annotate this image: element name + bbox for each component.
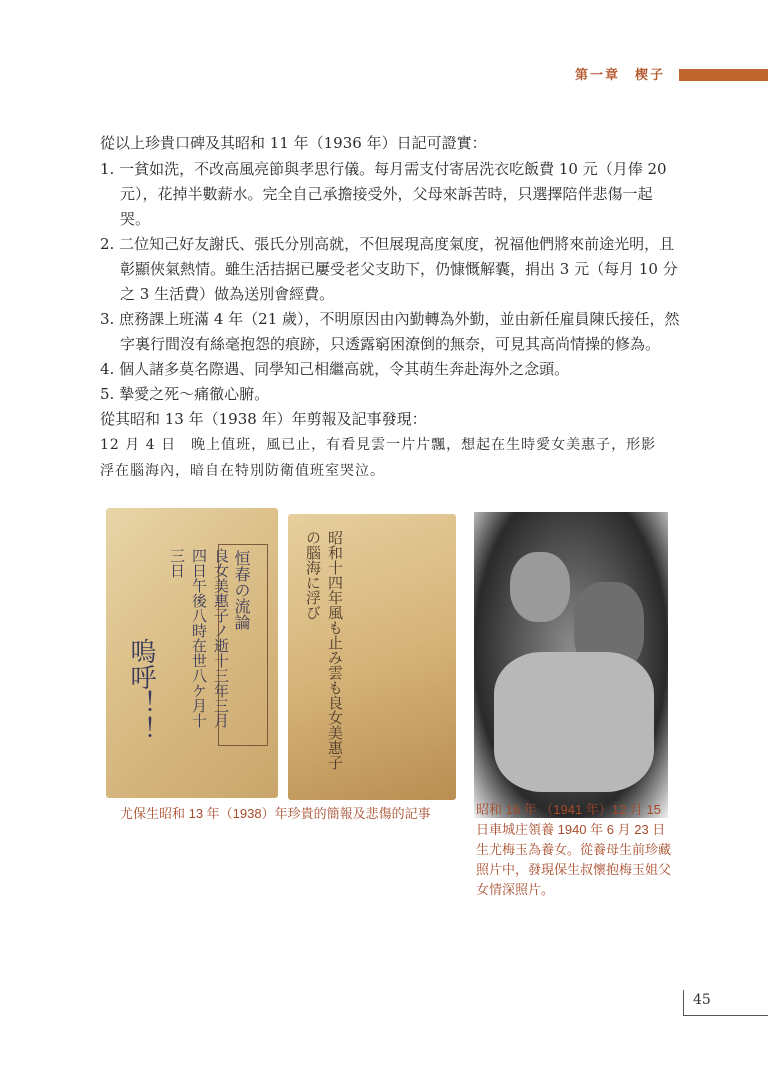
list-item: 1. 一貧如洗，不改高風亮節與孝思行儀。每月需支付寄居洗衣吃飯費 10 元（月俸 20 元），花掉半數薪水。完全自己承擔接受外，父母來訴苦時，只選擇陪伴悲傷一起哭。 xyxy=(100,160,667,228)
chapter-header: 第一章 楔子 xyxy=(575,68,666,83)
handwriting-col: 昭和十四年 xyxy=(326,530,344,605)
evidence-list xyxy=(100,157,680,407)
list-item: 2. 二位知己好友謝氏、張氏分別高就，不但展現高度氣度，祝福他們將來前途光明，且彰顯俠氣熱情。雖生活拮据已屢受老父支助下，仍慷慨解囊，捐出 3 元（每月 10 分之 3 生活費）做為送別會經費。 xyxy=(100,235,678,303)
handwriting-col: 在世八ケ月十三日 xyxy=(168,548,208,728)
handwriting-col: 腦海に浮び xyxy=(304,545,322,620)
caption-right: 昭和 16 年 （1941 年）12 月 15 日車城庄領養 1940 年 6 月 23 日生尤梅玉為養女。從養母生前珍藏照片中，發現保生叔懷抱梅玉姐父女情深照片。 xyxy=(476,802,672,897)
page-number: 45 xyxy=(693,992,711,1008)
newspaper-clipping-image xyxy=(106,508,278,798)
intro-paragraph-1: 從以上珍貴口碑及其昭和 11 年（1936 年）日記可證實： xyxy=(100,134,487,152)
handwriting-char: ！！ xyxy=(126,690,156,742)
handwriting-char: 呼 xyxy=(126,664,156,690)
clipping-title: 恒春の流論 xyxy=(232,550,251,630)
list-item: 5. 摯愛之死～痛徹心腑。 xyxy=(100,385,270,403)
father-daughter-photo xyxy=(474,512,668,818)
chapter-accent-bar xyxy=(679,69,768,81)
handwriting-col: 十三年三月四日午後八時 xyxy=(190,548,230,728)
diary-page-image xyxy=(288,514,456,800)
intro-paragraph-2: 從其昭和 13 年（1938 年）年剪報及記事發現： xyxy=(100,410,427,428)
handwriting-col: 風も止み雲も xyxy=(326,605,344,695)
list-item: 4. 個人諸多莫名際遇、同學知己相繼高就，令其萌生奔赴海外之念頭。 xyxy=(100,360,570,378)
handwriting xyxy=(126,638,156,742)
page-rule-vertical xyxy=(683,990,684,1016)
handwriting xyxy=(166,548,232,728)
handwriting-char: 嗚 xyxy=(126,638,156,664)
diary-entry: 12 月 4 日 晚上值班，風已止，有看見雲一片片飄，想起在生時愛女美惠子，形影浮在腦海內，暗自在特別防衛值班室哭泣。 xyxy=(100,437,657,479)
handwriting-col: 良女美惠子ノ逝 xyxy=(212,548,230,653)
handwriting xyxy=(302,530,346,780)
photo-figure-body xyxy=(494,652,654,792)
list-item: 3. 庶務課上班滿 4 年（21 歲），不明原因由內勤轉為外勤，並由新任雇員陳氏接任，然字裏行間沒有絲毫抱怨的痕跡，只透露窮困潦倒的無奈，可見其高尚情操的修為。 xyxy=(100,310,680,353)
photo-figure-child xyxy=(510,552,570,622)
handwriting-col: 良女美惠子の xyxy=(304,530,344,770)
caption-left: 尤保生昭和 13 年（1938）年珍貴的簡報及悲傷的記事 xyxy=(120,806,431,821)
page-rule-horizontal xyxy=(683,1015,768,1016)
